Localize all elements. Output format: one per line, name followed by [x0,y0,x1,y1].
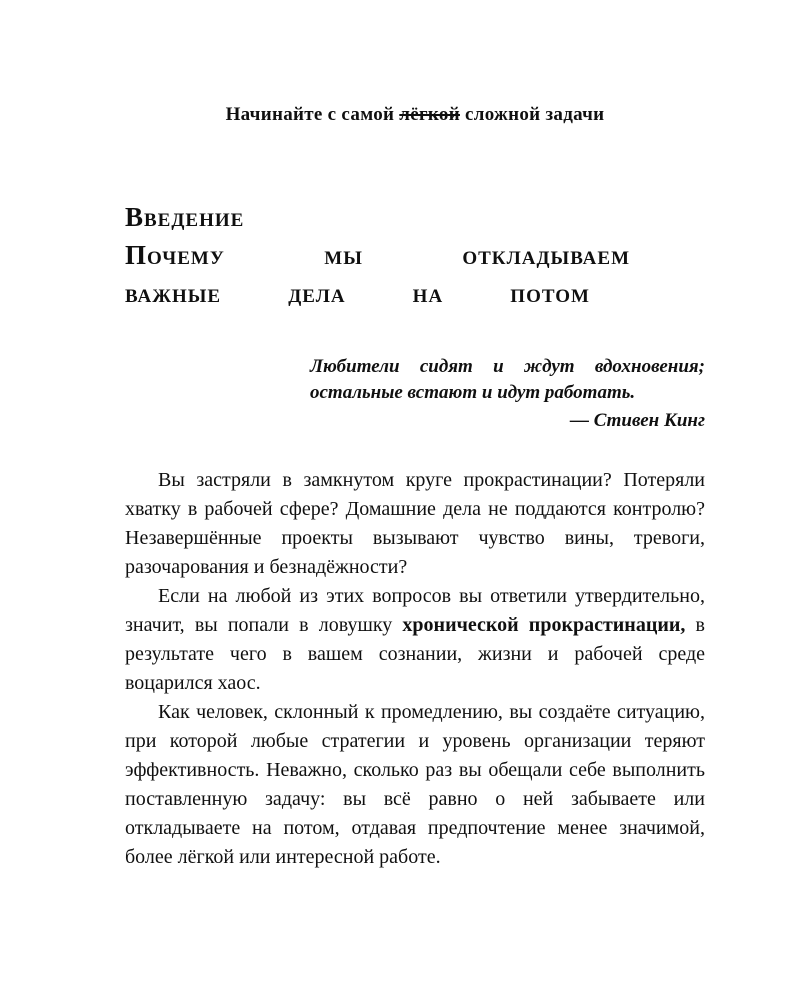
page-content [125,0,705,872]
epigraph-text: Любители сидят и ждут вдохновения; остальные встают и идут работать. [310,356,705,403]
paragraph-2-bold-emphasis: хронической прокрастинации, [402,614,686,636]
epigraph [310,354,705,434]
running-head-prefix: Начинайте с самой [225,104,400,125]
paragraph-3: Как человек, склонный к промедлению, вы создаёте ситуацию, при которой любые стратегии и уровень организации теряют эффективность. Неважно, сколько раз вы обещали себе выполнить поставленную задачу: вы всё равно о ней забываете или откладываете на потом, отдавая предпочтение менее значимой, более лёгкой или интересной работе. [125,701,705,868]
paragraph-2 [125,582,705,698]
running-head-suffix: сложной задачи [459,104,605,125]
paragraph-2-after: в результате чего в вашем сознании, жизни и рабочей среде воцарился хаос. [125,614,705,694]
epigraph-attribution: — Стивен Кинг [569,410,705,431]
chapter-title-line2: Почему мы откладываем [125,240,630,270]
chapter-title-line1: Введение [125,202,245,232]
paragraph-1: Вы застряли в замкнутом круге прокрастинации? Потеряли хватку в рабочей сфере? Домашние дела не поддаются контролю? Незавершённые проекты вызывают чувство вины, тревоги, разочарования и безнадёжности? [125,469,705,578]
chapter-title-line3: важные дела на потом [125,278,590,308]
struck-word: лёгкой [399,104,460,125]
running-head [125,104,705,126]
chapter-title [125,198,705,312]
body-text [125,466,705,872]
paragraph-2-before: Если на любой из этих вопросов вы ответили утвердительно, значит, вы попали в ловушку [125,585,705,636]
